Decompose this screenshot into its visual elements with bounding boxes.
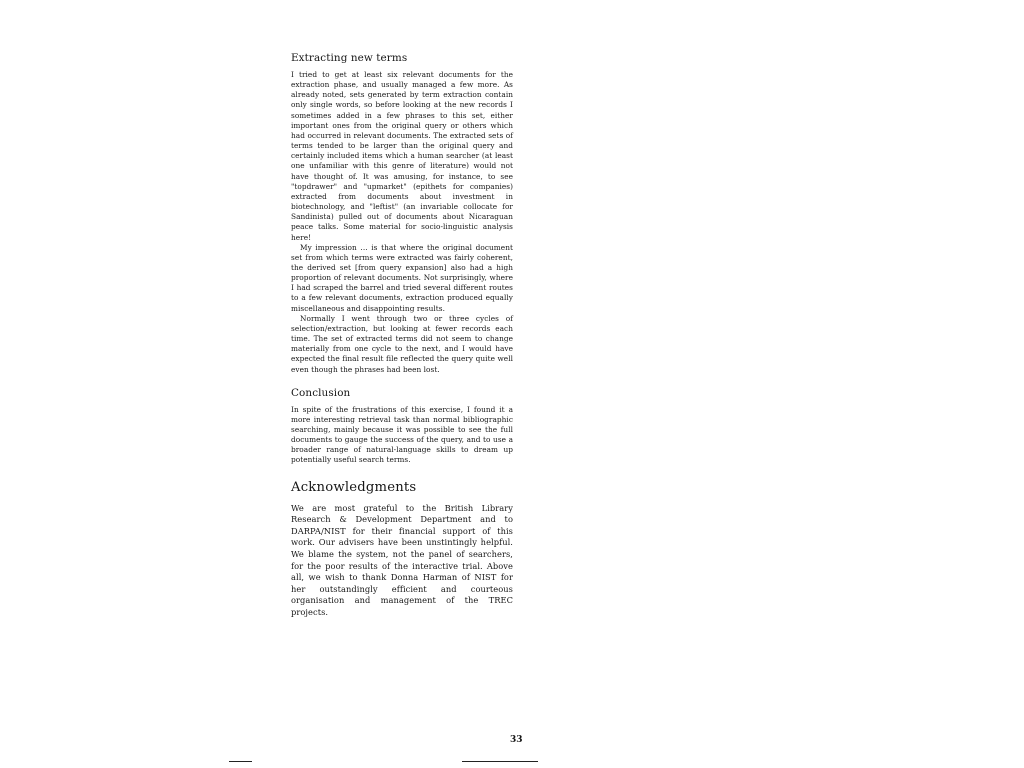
section-conclusion: [291, 387, 513, 466]
paragraph: Normally I went through two or three cycles of selection/extraction, but looking at fewer records each time. The set of extracted terms did not seem to change materially from one cycle to the next, and I would have expected the final result file reflected the query quite well even though the phrases had been lost.: [291, 313, 513, 374]
text-column: [291, 52, 513, 619]
paragraph: I tried to get at least six relevant documents for the extraction phase, and usually managed a few more. As already noted, sets generated by term extraction contain only single words, so before looking at the new records I sometimes added in a few phrases to this set, either important ones from the original query or others which had occurred in relevant documents. The extracted sets of terms tended to be larger than the original query and certainly included items which a human searcher (at least one unfamiliar with this genre of literature) would not have thought of. It was amusing, for instance, to see "topdrawer" and "upmarket" (epithets for companies) extracted from documents about investment in biotechnology, and "leftist" (an invariable collocate for Sandinista) pulled out of documents about Nicaraguan peace talks. Some material for socio-linguistic analysis here!: [291, 70, 513, 242]
section-extracting-new-terms: [291, 52, 513, 375]
paragraph: In spite of the frustrations of this exercise, I found it a more interesting retrieval task than normal bibliographic searching, mainly because it was possible to see the full documents to gauge the success of the query, and to use a broader range of natural-language skills to dream up potentially useful search terms.: [291, 404, 513, 465]
section-heading-acknowledgments: Acknowledgments: [291, 479, 417, 495]
page-number: 33: [510, 735, 523, 745]
section-heading-extracting: Extracting new terms: [291, 52, 408, 64]
section-acknowledgments: [291, 480, 513, 619]
footer-rule-left: [229, 761, 252, 762]
footer-rule-right: [462, 761, 538, 762]
paragraph: We are most grateful to the British Library Research & Development Department and to DARPA/NIST for their financial support of this work. Our advisers have been unstintingly helpful. We blame the system, not the panel of searchers, for the poor results of the interactive trial. Above all, we wish to thank Donna Harman of NIST for her outstandingly efficient and courteous organisation and management of the TREC projects.: [291, 502, 513, 617]
section-heading-conclusion: Conclusion: [291, 386, 351, 399]
paragraph: My impression ... is that where the original document set from which terms were extracted was fairly coherent, the derived set [from query expansion] also had a high proportion of relevant documents. Not surprisingly, where I had scraped the barrel and tried several different routes to a few relevant documents, extraction produced equally miscellaneous and disappointing results.: [291, 242, 513, 313]
